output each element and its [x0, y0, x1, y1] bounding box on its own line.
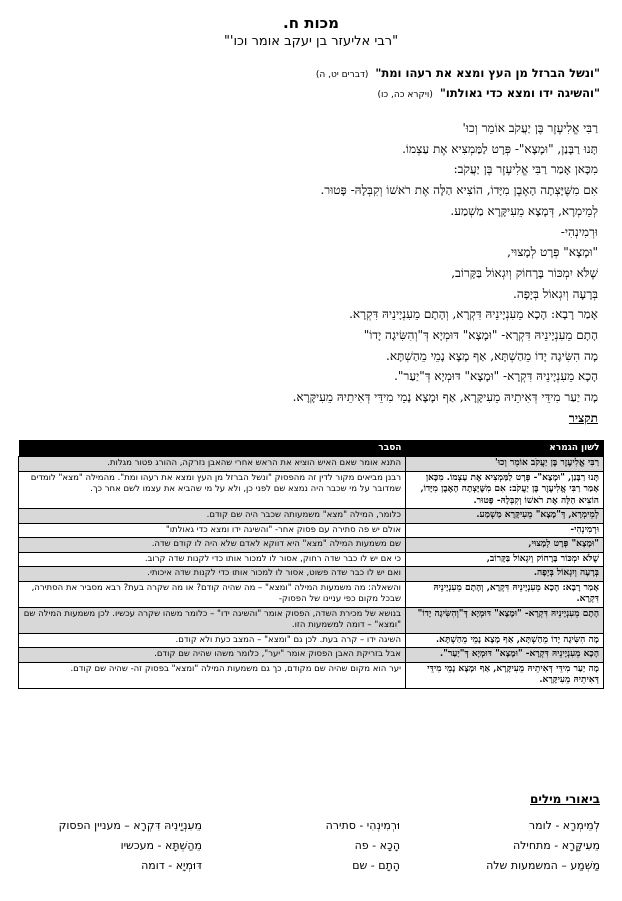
gemara-cell: מָה הִשִּׂיגָה יָדוֹ מֵהַשְׁתָּא, אַף מָצָא נָמֵי מֵהַשְׁתָּא.	[406, 633, 604, 648]
explanation-cell: אבל בזריקת האבן הפסוק אומר "יער", כלומר משהו שהיה שם קודם.	[19, 648, 406, 663]
gemara-line: וּרְמִינְהִי-	[560, 224, 598, 239]
table-header-row	[19, 440, 604, 457]
gemara-cell: שֶׁלֹּא יִמְכּוֹר בָּרָחוֹק וְיִגְאוֹל בַּקָּרוֹב,	[406, 552, 604, 567]
explanation-cell: אולם יש פה סתירה עם פסוק אחר- "והשיגה ידו ומצא כדי גאולתו"	[19, 523, 406, 538]
gemara-cell: תָּנוּ רַבָּנַן, "וּמָצָא"- פְּרָט לַמַּמְצִיא אֶת עַצְמוֹ. מִכָּאן אָמַר רַבִּי אֱלִיעֶזֶר בֶּן יַעֲקֹב: אִם מִשֶּׁיָּצְתָה הָאֶבֶן מִיָּדוֹ, הוֹצִיא הַלָּה אֶת רֹאשׁוֹ וְקִבְּלָהּ- פָּטוּר.	[406, 471, 604, 509]
gemara-line: לְמֵימְרָא, דְּמָצָא מֵעִיקָּרָא מַשְׁמַע.	[450, 203, 598, 218]
gemara-line: רַבִּי אֱלִיעֶזֶר בֶּן יַעֲקֹב אוֹמֵר וְכוּ'	[462, 121, 598, 135]
gemara-line: בְּרָעָה וְיִגְאוֹל בְּיָפָה.	[513, 286, 598, 301]
gemara-line: אִם מִשֶּׁיָּצְתָה הָאֶבֶן מִיָּדוֹ, הוֹצִיא הַלָּה אֶת רֹאשׁוֹ וְקִבְּלָהּ- פָּטוּר.	[320, 183, 598, 198]
explanation-cell: כלומר, המילה "מצא" משמעותה שכבר היה שם קודם.	[19, 509, 406, 524]
gemara-line: מִכָּאן אָמַר רַבִּי אֱלִיעֶזֶר בֶּן יַעֲקֹב:	[453, 162, 598, 177]
gemara-cell: בְּרָעָה וְיִגְאוֹל בְּיָפָה.	[406, 567, 604, 582]
verse-2-text: "והשיגה ידו ומצא כדי גאולתו"	[439, 86, 600, 100]
gemara-line: הָכָא מֵעִנְיָינֵיהּ דִּקְרָא- "וּמָצָא" דּוּמְיָא דְּ"יַעַר".	[394, 369, 598, 384]
gemara-cell: הָתָם מֵעִנְיָינֵיהּ דִּקְרָא- "וּמָצָא" דּוּמְיָא דְּ"וְהִשִּׂיגָה יָדוֹ"	[406, 607, 604, 633]
vocab-item: וּרְמִינְהִי - סתירה	[325, 819, 400, 832]
gemara-cell: אָמַר רָבָא: הָכָא מֵעִנְיָינֵיהּ דִּקְרָא, וְהָתָם מֵעִנְיָינֵיהּ דִּקְרָא.	[406, 581, 604, 607]
explanation-cell: התנא אומר שאם האיש הוציא את הראש אחרי שהאבן נזרקה, ההורג פטור מגלות.	[19, 457, 406, 472]
vocab-item: הָכָא - פה	[354, 839, 400, 852]
vocab-title: ביאורי מילים	[529, 792, 600, 806]
vocab-item: דּוּמְיָא - דומה	[141, 859, 202, 872]
summary-table	[18, 440, 604, 689]
table-row	[19, 581, 604, 607]
explanation-cell: כי אם יש לו כבר שדה רחוק, אסור לו למכור אותו כדי לקנות שדה קרוב.	[19, 552, 406, 567]
verse-2	[377, 86, 600, 100]
table-row	[19, 457, 604, 472]
explanation-cell: השיגה ידו – קרה בעת. לכן גם "ומצא" – המצב כעת ולא קודם.	[19, 633, 406, 648]
explanation-cell: בנושא של מכירת השדה, הפסוק אומר "והשיגה ידו" – כלומר משהו שקרה עכשיו. לכן משמעות המילה שם "ומצא" – דומה למשמעות הזו.	[19, 607, 406, 633]
gemara-line: מָה יַעַר מִידֵּי דְּאִיתֵיהּ מֵעִיקָּרָא, אַף וּמָצָא נָמֵי מִידֵּי דְּאִיתֵיהּ מֵעִיקָּרָא.	[292, 390, 598, 405]
vocab-item: מֵעִיקָּרָא - מתחילה	[512, 839, 600, 852]
table-row	[19, 567, 604, 582]
verse-1-text: "ונשל הברזל מן העץ ומצא את רעהו ומת"	[375, 66, 600, 80]
table-row	[19, 662, 604, 688]
verse-1-source: (דברים יט, ה)	[315, 70, 369, 80]
summary-title: תקציר	[568, 410, 598, 425]
explanation-cell: יער הוא מקום שהיה שם מקודם, כך גם משמעות המילה "ומצא" בפסוק זה- שהיה שם קודם.	[19, 662, 406, 688]
gemara-cell: לְמֵימְרָא, דְּ"מָצָא" מֵעִיקָּרָא מַשְׁמַע.	[406, 509, 604, 524]
table-row	[19, 471, 604, 509]
gemara-cell: הָכָא מֵעִנְיָינֵיהּ דִּקְרָא- "וּמָצָא" דּוּמְיָא דְּ"יַעַר".	[406, 648, 604, 663]
page-title: מכות ח.	[283, 14, 339, 32]
table-row	[19, 509, 604, 524]
vocab-item: מֵעִנְיָינֵיהּ דִּקְרָא – מעניין הפסוק	[58, 819, 202, 832]
vocab-col-3	[59, 816, 202, 876]
vocab-item: מֵהַשְׁתָּא - מעכשיו	[120, 839, 202, 852]
explanation-cell: ואם יש לו כבר שדה פשוט, אסור לו למכור אותו כדי לקנות שדה איכותי.	[19, 567, 406, 582]
vocab-item: מַשְׁמַע – המשמעות שלה	[486, 859, 600, 872]
explanation-cell: והשאלה: מה משמעות המילה "ומצא" – מה שהיה קודם? או מה שקרה בעת? רבא מסביר את הסתירה, שבכל מקום כפי עניינו של הפסוק-	[19, 581, 406, 607]
vocab-item: הָתָם - שם	[352, 859, 400, 872]
gemara-line: תָּנוּ רַבָּנַן, "וּמָצָא"- פְּרָט לַמַּמְצִיא אֶת עַצְמוֹ.	[402, 141, 598, 156]
table-row	[19, 607, 604, 633]
gemara-cell: "וּמָצָא" פְּרָט לְמָצוּי,	[406, 538, 604, 553]
gemara-line: הָתָם מֵעִנְיָינֵיהּ דִּקְרָא- "וּמָצָא" דּוּמְיָא דְּ"וְהִשִּׂיגָה יָדוֹ"	[363, 328, 598, 343]
vocab-item: לְמֵימְרָא - לומר	[528, 819, 600, 832]
table-row	[19, 648, 604, 663]
table-row	[19, 552, 604, 567]
vocab-col-2	[326, 816, 400, 876]
explanation-cell: רבנן מביאים מקור לדין זה מהפסוק "ונשל הברזל מן העץ ומצא את רעהו ומת". מהמילה "מצא" לומדים שמדובר על מי שכבר היה נמצא שם לפני כן, ולא על מי שהביא את עצמו לשם אחר כך.	[19, 471, 406, 509]
header-gemara: לשון הגמרא	[406, 440, 604, 457]
gemara-text	[293, 118, 598, 429]
gemara-line: מָה הִשִּׂיגָה יָדוֹ מֵהַשְׁתָּא, אַף מָצָא נָמֵי מֵהַשְׁתָּא.	[386, 348, 598, 363]
gemara-cell: מָה יַעַר מִידֵּי דְּאִיתֵיהּ מֵעִיקָּרָא, אַף וּמָצָא נָמֵי מִידֵּי דְּאִיתֵיהּ מֵעִיקָּרָא.	[406, 662, 604, 688]
gemara-line: "וּמָצָא" פְּרָט לְמָצוּי,	[507, 245, 598, 260]
gemara-line: אָמַר רָבָא: הָכָא מֵעִנְיָינֵיהּ דִּקְרָא, וְהָתָם מֵעִנְיָינֵיהּ דִּקְרָא.	[349, 307, 598, 322]
header-explanation: הסבר	[19, 440, 406, 457]
page-subtitle: "רבי אליעזר בן יעקב אומר וכו'"	[223, 34, 399, 49]
verse-1	[316, 66, 600, 80]
table-row	[19, 538, 604, 553]
vocab-col-1	[486, 816, 600, 876]
verse-2-source: (ויקרא כה, כו)	[377, 90, 433, 100]
table-row	[19, 633, 604, 648]
gemara-line: שֶׁלֹּא יִמְכּוֹר בָּרָחוֹק וְיִגְאוֹל בַּקָּרוֹב,	[451, 265, 598, 280]
explanation-cell: שם משמעות המילה "מצא" היא דווקא לאדם שלא היה לו קודם שדה.	[19, 538, 406, 553]
gemara-cell: רַבִּי אֱלִיעֶזֶר בֶּן יַעֲקֹב אוֹמֵר וְכוּ'	[406, 457, 604, 472]
table-row	[19, 523, 604, 538]
gemara-cell: וּרְמִינְהִי-	[406, 523, 604, 538]
